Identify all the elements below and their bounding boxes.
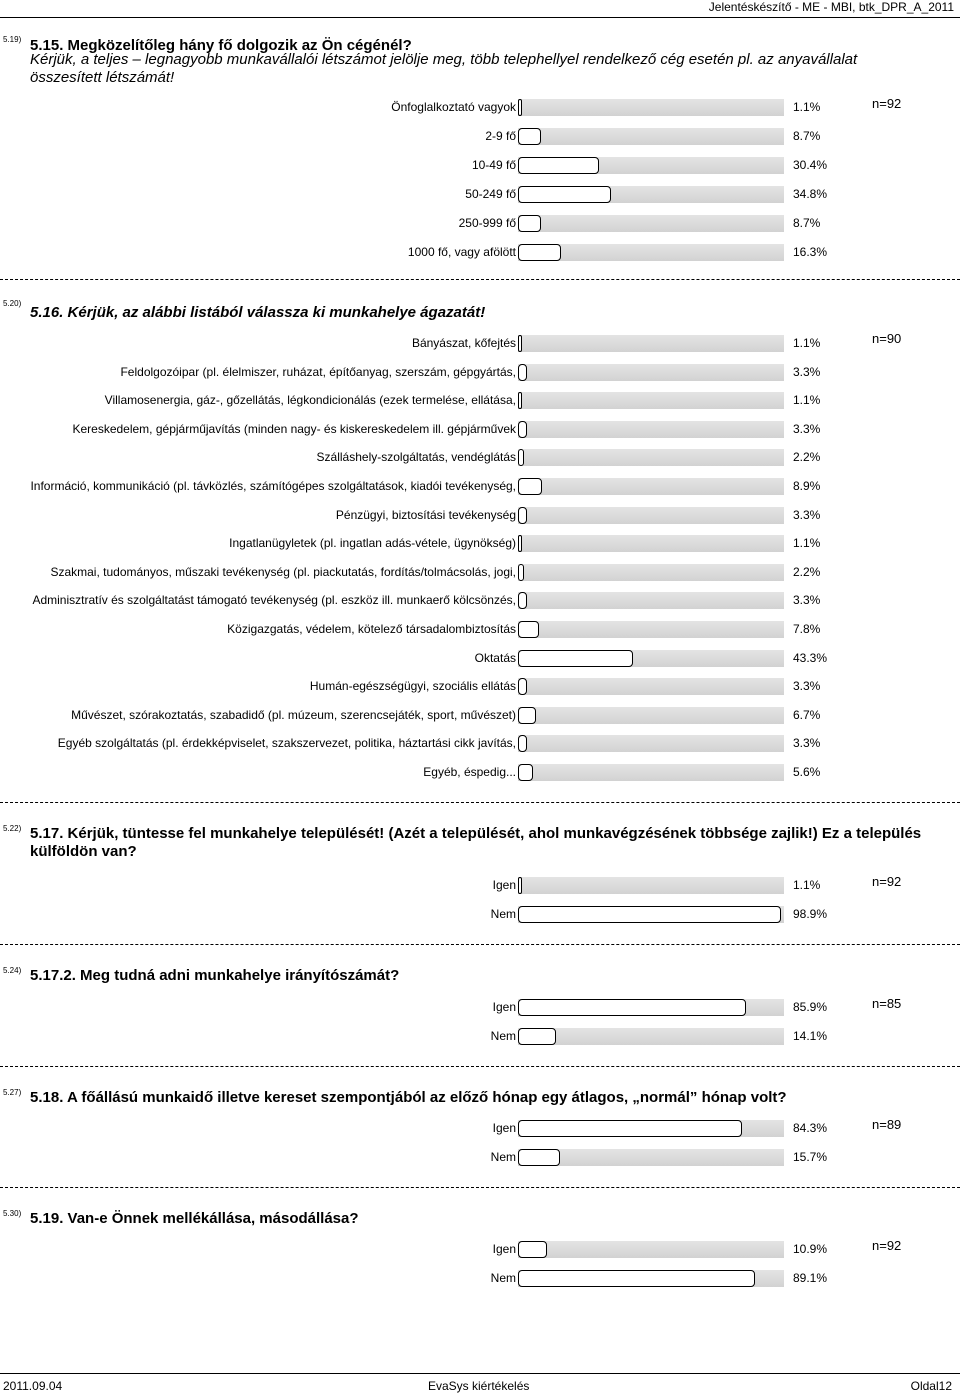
bar-track bbox=[518, 421, 784, 438]
bar-track bbox=[518, 1241, 784, 1258]
bar-fill bbox=[518, 244, 561, 261]
answer-percent: 98.9% bbox=[793, 907, 828, 921]
bar-track bbox=[518, 1270, 784, 1287]
answer-label: Nem bbox=[490, 907, 516, 921]
answer-label: Szálláshely-szolgáltatás, vendéglátás bbox=[316, 450, 516, 465]
question-number: 5.20) bbox=[3, 299, 22, 308]
answer-row bbox=[0, 419, 960, 441]
bar-track bbox=[518, 999, 784, 1016]
bar-track bbox=[518, 650, 784, 667]
answer-percent: 3.3% bbox=[793, 507, 821, 522]
answer-label: 1000 fő, vagy afölött bbox=[407, 245, 516, 259]
answer-label: 10-49 fő bbox=[471, 158, 516, 172]
section-divider bbox=[0, 279, 960, 280]
answer-percent: 2.2% bbox=[793, 450, 821, 465]
answer-row bbox=[0, 155, 960, 177]
answer-label: Igen bbox=[492, 1242, 516, 1256]
question-subtitle: Kérjük, a teljes – legnagyobb munkavállalói létszámot jelölje meg, több telephellyel rendelkező cég esetén pl. az anyavállalat összesített létszámát! bbox=[30, 51, 858, 86]
bar-fill bbox=[518, 128, 541, 145]
bar-track bbox=[518, 764, 784, 781]
answer-row bbox=[0, 97, 960, 119]
bar-fill bbox=[518, 478, 542, 495]
answer-row bbox=[0, 213, 960, 235]
bar-fill bbox=[518, 392, 522, 409]
bar-fill bbox=[518, 364, 527, 381]
bar-track bbox=[518, 877, 784, 894]
bar-fill bbox=[518, 707, 536, 724]
question-title: 5.16. Kérjük, az alábbi listából válassza ki munkahelye ágazatát! bbox=[30, 304, 486, 321]
bar-track bbox=[518, 906, 784, 923]
answer-percent: 6.7% bbox=[793, 707, 821, 722]
question-title: 5.15. Megközelítőleg hány fő dolgozik az Ön cégénél? bbox=[30, 37, 412, 54]
bar-fill bbox=[518, 449, 524, 466]
bar-fill bbox=[518, 157, 599, 174]
bar-track bbox=[518, 392, 784, 409]
answer-label: 2-9 fő bbox=[485, 129, 516, 143]
answer-row bbox=[0, 619, 960, 641]
bar-fill bbox=[518, 678, 527, 695]
answer-percent: 3.3% bbox=[793, 593, 821, 608]
bar-fill bbox=[518, 650, 633, 667]
section-divider bbox=[0, 1187, 960, 1188]
bar-track bbox=[518, 335, 784, 352]
answer-label: Önfoglalkoztató vagyok bbox=[391, 100, 516, 114]
answer-label: Pénzügyi, biztosítási tevékenység bbox=[335, 507, 516, 522]
footer-center-text: EvaSys kiértékelés bbox=[428, 1379, 530, 1393]
answer-percent: 7.8% bbox=[793, 622, 821, 636]
bar-track bbox=[518, 592, 784, 609]
answer-row bbox=[0, 184, 960, 206]
answer-percent: 1.1% bbox=[793, 393, 821, 408]
sample-size: n=89 bbox=[872, 1117, 902, 1132]
answer-percent: 85.9% bbox=[793, 1000, 828, 1014]
answer-row bbox=[0, 733, 960, 755]
question-title: 5.17.2. Meg tudná adni munkahelye irányítószámát? bbox=[30, 967, 400, 984]
bar-fill bbox=[518, 1120, 742, 1137]
bar-fill bbox=[518, 592, 527, 609]
answer-percent: 1.1% bbox=[793, 536, 821, 551]
answer-row bbox=[0, 242, 960, 264]
bar-track bbox=[518, 478, 784, 495]
bar-fill bbox=[518, 877, 522, 894]
bar-fill bbox=[518, 906, 781, 923]
report-header-title: Jelentéskészítő - ME - MBI, btk_DPR_A_2011 bbox=[708, 0, 954, 14]
answer-row bbox=[0, 533, 960, 555]
bar-track bbox=[518, 1028, 784, 1045]
bar-track bbox=[518, 364, 784, 381]
bar-fill bbox=[518, 186, 611, 203]
answer-label: Egyéb szolgáltatás (pl. érdekképviselet, szakszervezet, politika, háztartási cikk javítás, bbox=[57, 736, 516, 751]
answer-row bbox=[0, 1268, 960, 1290]
question-title: 5.19. Van-e Önnek mellékállása, másodállása? bbox=[30, 1210, 359, 1227]
bar-fill bbox=[518, 735, 527, 752]
answer-label: Információ, kommunikáció (pl. távközlés, számítógépes szolgáltatások, kiadói tevékenység, bbox=[30, 479, 516, 493]
bar-fill bbox=[518, 621, 539, 638]
answer-label: Nem bbox=[490, 1029, 516, 1043]
answer-row bbox=[0, 1147, 960, 1169]
answer-percent: 8.7% bbox=[793, 129, 821, 143]
sample-size: n=92 bbox=[872, 1238, 902, 1253]
answer-label: Nem bbox=[490, 1150, 516, 1164]
bar-fill bbox=[518, 999, 746, 1016]
answer-percent: 89.1% bbox=[793, 1271, 828, 1285]
question-number: 5.24) bbox=[3, 966, 22, 975]
bar-track bbox=[518, 128, 784, 145]
answer-percent: 10.9% bbox=[793, 1242, 828, 1256]
answer-row bbox=[0, 126, 960, 148]
answer-label: Egyéb, éspedig... bbox=[423, 765, 516, 779]
answer-percent: 15.7% bbox=[793, 1150, 828, 1164]
answer-percent: 3.3% bbox=[793, 421, 821, 436]
answer-row bbox=[0, 1026, 960, 1048]
answer-label: Oktatás bbox=[474, 650, 516, 665]
answer-label: Villamosenergia, gáz-, gőzellátás, légkondicionálás (ezek termelése, ellátása, bbox=[104, 393, 516, 408]
footer-date: 2011.09.04 bbox=[3, 1379, 63, 1393]
question-number: 5.22) bbox=[3, 824, 22, 833]
bar-track bbox=[518, 507, 784, 524]
section-divider bbox=[0, 944, 960, 945]
answer-label: Közigazgatás, védelem, kötelező társadalombiztosítás bbox=[227, 622, 516, 636]
answer-row bbox=[0, 590, 960, 612]
question-title: 5.17. Kérjük, tüntesse fel munkahelye települését! (Azét a települését, ahol munkavégzésének többsége zajlik!) Ez a település külföldön van? bbox=[30, 825, 922, 860]
bar-fill bbox=[518, 507, 527, 524]
answer-percent: 3.3% bbox=[793, 679, 821, 694]
answer-label: Ingatlanügyletek (pl. ingatlan adás-vétele, ügynökség) bbox=[229, 536, 516, 551]
answer-label: Feldolgozóipar (pl. élelmiszer, ruházat, építőanyag, szerszám, gépgyártás, bbox=[120, 364, 516, 379]
answer-label: Igen bbox=[492, 1000, 516, 1014]
bar-fill bbox=[518, 1149, 560, 1166]
page-number: Oldal12 bbox=[910, 1379, 952, 1393]
answer-percent: 3.3% bbox=[793, 736, 821, 751]
answer-row bbox=[0, 648, 960, 670]
answer-row bbox=[0, 762, 960, 784]
answer-percent: 2.2% bbox=[793, 564, 821, 579]
bar-fill bbox=[518, 764, 533, 781]
answer-label: Művészet, szórakoztatás, szabadidő (pl. múzeum, szerencsejáték, sport, művészet) bbox=[71, 707, 516, 722]
answer-row bbox=[0, 997, 960, 1019]
bar-track bbox=[518, 735, 784, 752]
answer-label: Adminisztratív és szolgáltatást támogató tevékenység (pl. eszköz ill. munkaerő kölcsönzés, bbox=[32, 593, 516, 608]
answer-row bbox=[0, 362, 960, 384]
bar-fill bbox=[518, 335, 522, 352]
answer-label: Szakmai, tudományos, műszaki tevékenység (pl. piackutatás, fordítás/tolmácsolás, jogi, bbox=[50, 564, 516, 579]
answer-percent: 3.3% bbox=[793, 364, 821, 379]
bar-track bbox=[518, 707, 784, 724]
answer-percent: 1.1% bbox=[793, 100, 821, 114]
answer-row bbox=[0, 904, 960, 926]
bar-fill bbox=[518, 535, 522, 552]
sample-size: n=92 bbox=[872, 874, 902, 889]
sample-size: n=85 bbox=[872, 996, 902, 1011]
section-divider bbox=[0, 1066, 960, 1067]
question-number: 5.27) bbox=[3, 1088, 22, 1097]
answer-percent: 5.6% bbox=[793, 765, 821, 779]
answer-row bbox=[0, 705, 960, 727]
answer-label: Kereskedelem, gépjárműjavítás (minden nagy- és kiskereskedelem ill. gépjárművek bbox=[72, 421, 516, 436]
answer-label: Humán-egészségügyi, szociális ellátás bbox=[309, 679, 516, 694]
answer-row bbox=[0, 447, 960, 469]
answer-percent: 34.8% bbox=[793, 187, 828, 201]
answer-row bbox=[0, 333, 960, 355]
section-divider bbox=[0, 802, 960, 803]
answer-row bbox=[0, 562, 960, 584]
bar-track bbox=[518, 535, 784, 552]
bar-fill bbox=[518, 564, 524, 581]
bar-fill bbox=[518, 1241, 547, 1258]
answer-row bbox=[0, 390, 960, 412]
bar-track bbox=[518, 244, 784, 261]
answer-percent: 8.9% bbox=[793, 479, 821, 493]
bar-track bbox=[518, 678, 784, 695]
bar-fill bbox=[518, 421, 527, 438]
answer-row bbox=[0, 1239, 960, 1261]
question-number: 5.19) bbox=[3, 35, 22, 44]
bar-fill bbox=[518, 215, 541, 232]
header-divider bbox=[0, 17, 960, 18]
answer-row bbox=[0, 476, 960, 498]
sample-size: n=90 bbox=[872, 331, 902, 346]
answer-percent: 14.1% bbox=[793, 1029, 828, 1043]
answer-label: 50-249 fő bbox=[465, 187, 516, 201]
footer-divider bbox=[0, 1373, 960, 1374]
answer-percent: 1.1% bbox=[793, 336, 821, 350]
answer-percent: 1.1% bbox=[793, 878, 821, 892]
bar-track bbox=[518, 1149, 784, 1166]
bar-track bbox=[518, 99, 784, 116]
answer-label: Igen bbox=[492, 1121, 516, 1135]
bar-track bbox=[518, 564, 784, 581]
bar-fill bbox=[518, 1270, 755, 1287]
answer-percent: 43.3% bbox=[793, 650, 828, 665]
answer-row bbox=[0, 676, 960, 698]
answer-row bbox=[0, 505, 960, 527]
bar-track bbox=[518, 157, 784, 174]
answer-label: Bányászat, kőfejtés bbox=[411, 336, 516, 350]
bar-track bbox=[518, 215, 784, 232]
answer-row bbox=[0, 875, 960, 897]
bar-fill bbox=[518, 99, 522, 116]
answer-percent: 84.3% bbox=[793, 1121, 828, 1135]
answer-label: 250-999 fő bbox=[458, 216, 516, 230]
bar-track bbox=[518, 449, 784, 466]
answer-label: Igen bbox=[492, 878, 516, 892]
answer-label: Nem bbox=[490, 1271, 516, 1285]
answer-row bbox=[0, 1118, 960, 1140]
bar-track bbox=[518, 621, 784, 638]
question-number: 5.30) bbox=[3, 1209, 22, 1218]
question-title: 5.18. A főállású munkaidő illetve kereset szempontjából az előző hónap egy átlagos, „normál” hónap volt? bbox=[30, 1089, 787, 1106]
bar-track bbox=[518, 1120, 784, 1137]
answer-percent: 30.4% bbox=[793, 158, 828, 172]
bar-fill bbox=[518, 1028, 556, 1045]
sample-size: n=92 bbox=[872, 96, 902, 111]
answer-percent: 8.7% bbox=[793, 216, 821, 230]
answer-percent: 16.3% bbox=[793, 245, 828, 259]
bar-track bbox=[518, 186, 784, 203]
